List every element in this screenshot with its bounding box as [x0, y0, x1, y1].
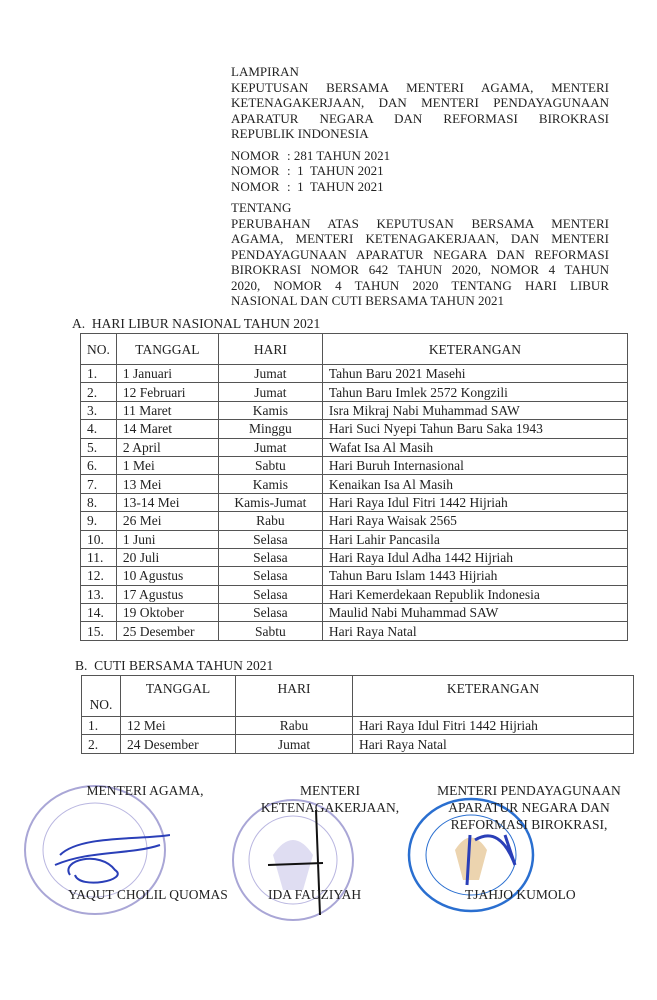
- cell-keterangan: Hari Raya Idul Fitri 1442 Hijriah: [353, 717, 634, 735]
- cell-keterangan: Hari Raya Idul Adha 1442 Hijriah: [322, 548, 627, 566]
- cell-tanggal: 2 April: [116, 438, 218, 456]
- nomor-line: NOMOR : 281 TAHUN 2021: [231, 147, 391, 163]
- cell-no: 9.: [81, 512, 117, 530]
- tentang-label: TENTANG: [231, 200, 292, 215]
- cell-hari: Kamis: [218, 401, 322, 419]
- cell-keterangan: Hari Kemerdekaan Republik Indonesia: [322, 585, 627, 603]
- table-row: [81, 401, 628, 419]
- tentang-line: BIROKRASI NOMOR 642 TAHUN 2020, NOMOR 4 TAHUN: [231, 262, 609, 277]
- table-row: [81, 383, 628, 401]
- cell-keterangan: Tahun Baru Islam 1443 Hijriah: [322, 567, 627, 585]
- cell-hari: Selasa: [218, 548, 322, 566]
- table-row: [81, 585, 628, 603]
- cell-no: 10.: [81, 530, 117, 548]
- cell-no: 4.: [81, 420, 117, 438]
- table-row: [81, 604, 628, 622]
- cell-no: 6.: [81, 456, 117, 474]
- cell-tanggal: 19 Oktober: [116, 604, 218, 622]
- cell-no: 14.: [81, 604, 117, 622]
- signatory-title: KETENAGAKERJAAN,: [260, 800, 400, 815]
- table-row: [81, 365, 628, 383]
- keputusan-line: KEPUTUSAN BERSAMA MENTERI AGAMA, MENTERI: [231, 79, 609, 95]
- table-row: [81, 420, 628, 438]
- cell-tanggal: 12 Mei: [121, 717, 236, 735]
- cell-tanggal: 11 Maret: [116, 401, 218, 419]
- table-row: [82, 735, 634, 753]
- tentang-line: 2020, NOMOR 4 TAHUN 2020 TENTANG HARI LIBUR: [231, 277, 609, 293]
- cell-no: 2.: [82, 735, 121, 753]
- cell-keterangan: Kenaikan Isa Al Masih: [322, 475, 627, 493]
- cell-tanggal: 1 Juni: [116, 530, 218, 548]
- table-row: [81, 512, 628, 530]
- table-row: [81, 530, 628, 548]
- cell-no: 12.: [81, 567, 117, 585]
- lampiran-label: LAMPIRAN: [231, 64, 299, 79]
- table-row: [81, 493, 628, 511]
- cell-hari: Kamis-Jumat: [218, 493, 322, 511]
- signature-block-menpan: [418, 782, 640, 833]
- cell-keterangan: Hari Suci Nyepi Tahun Baru Saka 1943: [322, 420, 627, 438]
- cell-hari: Sabtu: [218, 622, 322, 640]
- cell-keterangan: Hari Buruh Internasional: [322, 456, 627, 474]
- table-row: [81, 475, 628, 493]
- cell-hari: Sabtu: [218, 456, 322, 474]
- table-row: [81, 567, 628, 585]
- cell-tanggal: 17 Agustus: [116, 585, 218, 603]
- cell-keterangan: Wafat Isa Al Masih: [322, 438, 627, 456]
- holiday-table: [80, 333, 628, 641]
- col-header-no: NO.: [82, 676, 121, 717]
- cell-tanggal: 1 Januari: [116, 365, 218, 383]
- nomor-line: NOMOR : 1 TAHUN 2021: [231, 163, 384, 178]
- cell-no: 11.: [81, 548, 117, 566]
- keputusan-line: KETENAGAKERJAAN, DAN MENTERI PENDAYAGUNAAN: [231, 95, 609, 110]
- cuti-bersama-table: [81, 675, 634, 754]
- table-row: [81, 548, 628, 566]
- cell-tanggal: 13-14 Mei: [116, 493, 218, 511]
- signatory-title: MENTERI PENDAYAGUNAAN: [437, 783, 621, 798]
- table-row: [81, 456, 628, 474]
- cell-tanggal: 25 Desember: [116, 622, 218, 640]
- col-header-tanggal: TANGGAL: [121, 676, 236, 717]
- cell-hari: Selasa: [218, 585, 322, 603]
- col-header-keterangan: KETERANGAN: [353, 676, 634, 717]
- cell-hari: Selasa: [218, 530, 322, 548]
- cell-no: 15.: [81, 622, 117, 640]
- signatory-name: YAQUT CHOLIL QUOMAS: [68, 887, 228, 902]
- col-header-hari: HARI: [236, 676, 353, 717]
- cell-keterangan: Isra Mikraj Nabi Muhammad SAW: [322, 401, 627, 419]
- cell-no: 5.: [81, 438, 117, 456]
- cell-no: 2.: [81, 383, 117, 401]
- cell-hari: Jumat: [218, 365, 322, 383]
- cell-hari: Minggu: [218, 420, 322, 438]
- cell-hari: Rabu: [218, 512, 322, 530]
- cell-tanggal: 14 Maret: [116, 420, 218, 438]
- cell-tanggal: 13 Mei: [116, 475, 218, 493]
- cell-no: 13.: [81, 585, 117, 603]
- col-header-hari: HARI: [218, 334, 322, 365]
- cell-keterangan: Hari Lahir Pancasila: [322, 530, 627, 548]
- cell-hari: Kamis: [218, 475, 322, 493]
- cell-keterangan: Hari Raya Natal: [322, 622, 627, 640]
- signatory-name: TJAHJO KUMOLO: [465, 887, 576, 902]
- cell-keterangan: Maulid Nabi Muhammad SAW: [322, 604, 627, 622]
- section-b-title: B. CUTI BERSAMA TAHUN 2021: [75, 658, 274, 673]
- cell-no: 3.: [81, 401, 117, 419]
- signatory-title: REFORMASI BIROKRASI,: [450, 817, 608, 832]
- cell-tanggal: 12 Februari: [116, 383, 218, 401]
- col-header-tanggal: TANGGAL: [116, 334, 218, 365]
- section-a-title: A. HARI LIBUR NASIONAL TAHUN 2021: [72, 316, 321, 331]
- signatory-title: MENTERI: [300, 783, 360, 798]
- tentang-line: AGAMA, MENTERI KETENAGAKERJAAN, DAN MENTERI: [231, 231, 609, 246]
- signatory-name: IDA FAUZIYAH: [268, 887, 362, 902]
- signature-block-ketenagakerjaan: [255, 782, 405, 816]
- col-header-no: NO.: [81, 334, 117, 365]
- cell-keterangan: Hari Raya Natal: [353, 735, 634, 753]
- table-row: [82, 717, 634, 735]
- cell-tanggal: 20 Juli: [116, 548, 218, 566]
- tentang-line: PERUBAHAN ATAS KEPUTUSAN BERSAMA MENTERI: [231, 215, 609, 231]
- signature-block-agama: [70, 782, 220, 799]
- cell-hari: Rabu: [236, 717, 353, 735]
- cell-hari: Jumat: [236, 735, 353, 753]
- cell-hari: Jumat: [218, 383, 322, 401]
- cell-hari: Selasa: [218, 604, 322, 622]
- cell-no: 8.: [81, 493, 117, 511]
- cell-keterangan: Tahun Baru 2021 Masehi: [322, 365, 627, 383]
- cell-keterangan: Hari Raya Idul Fitri 1442 Hijriah: [322, 493, 627, 511]
- cell-tanggal: 26 Mei: [116, 512, 218, 530]
- nomor-line: NOMOR : 1 TAHUN 2021: [231, 178, 384, 194]
- keputusan-line: APARATUR NEGARA DAN REFORMASI BIROKRASI: [231, 110, 609, 126]
- cell-tanggal: 10 Agustus: [116, 567, 218, 585]
- cell-no: 7.: [81, 475, 117, 493]
- tentang-line: NASIONAL DAN CUTI BERSAMA TAHUN 2021: [231, 293, 505, 308]
- signatory-title: APARATUR NEGARA DAN: [448, 800, 610, 815]
- cell-hari: Selasa: [218, 567, 322, 585]
- document-header: [231, 64, 609, 309]
- cell-tanggal: 1 Mei: [116, 456, 218, 474]
- table-row: [81, 622, 628, 640]
- cell-keterangan: Tahun Baru Imlek 2572 Kongzili: [322, 383, 627, 401]
- keputusan-line: REPUBLIK INDONESIA: [231, 126, 369, 141]
- cell-keterangan: Hari Raya Waisak 2565: [322, 512, 627, 530]
- cell-hari: Jumat: [218, 438, 322, 456]
- signatory-title: MENTERI AGAMA,: [86, 783, 204, 798]
- table-row: [81, 438, 628, 456]
- cell-tanggal: 24 Desember: [121, 735, 236, 753]
- cell-no: 1.: [82, 717, 121, 735]
- col-header-keterangan: KETERANGAN: [322, 334, 627, 365]
- tentang-line: PENDAYAGUNAAN APARATUR NEGARA DAN REFORMASI: [231, 246, 609, 262]
- cell-no: 1.: [81, 365, 117, 383]
